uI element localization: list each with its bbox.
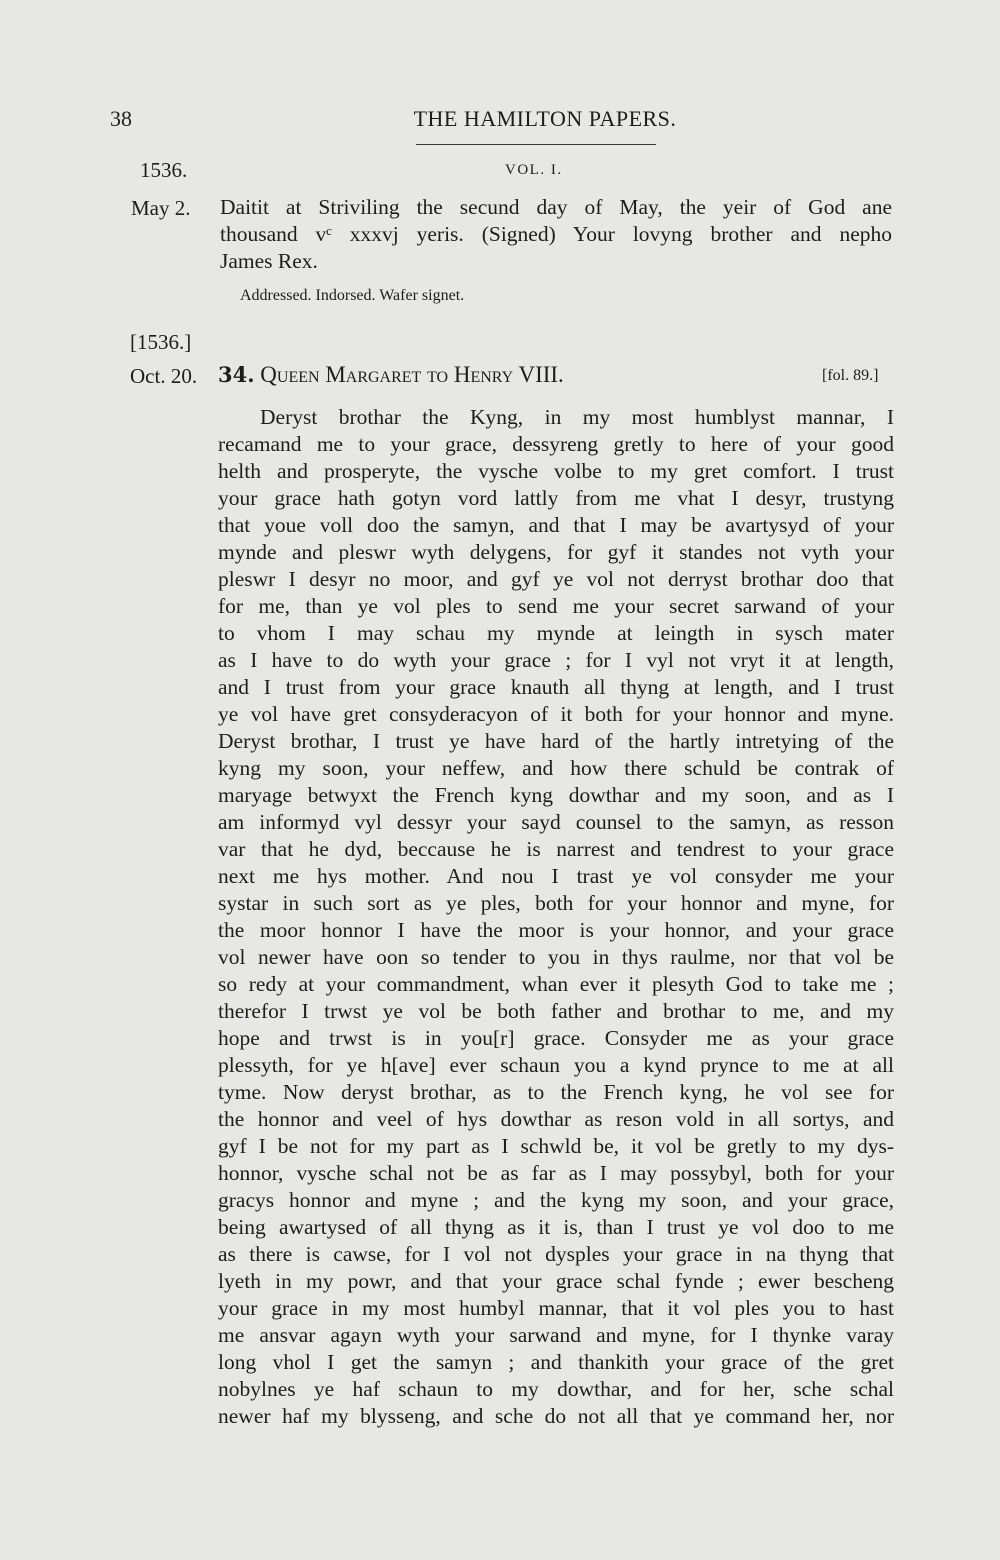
folio-reference: [fol. 89.]	[822, 367, 879, 384]
text-line: plessyth, for ye h[ave] ever schaun you a kynd prynce to me at all	[218, 1053, 894, 1077]
text-line: nobylnes ye haf schaun to my dowthar, and for her, sche schal	[218, 1377, 894, 1401]
text-line: hope and trwst is in you[r] grace. Consyder me as your grace	[218, 1026, 894, 1050]
text-line: helth and prosperyte, the vysche volbe to my gret comfort. I trust	[218, 459, 894, 483]
letter-number: 34.	[218, 362, 255, 387]
header-rule	[416, 144, 656, 145]
endorsement-note: Addressed. Indorsed. Wafer signet.	[240, 287, 465, 304]
running-title: THE HAMILTON PAPERS.	[413, 106, 677, 131]
text-line: your grace in my most humbyl mannar, that it vol ples you to hast	[218, 1296, 894, 1320]
text-line: and I trust from your grace knauth all thyng at length, and I trust	[218, 675, 894, 699]
text-line: me ansvar agayn wyth your sarwand and myne, for I thynke varay	[218, 1323, 894, 1347]
text-line: next me hys mother. And nou I trast ye vol consyder me your	[218, 864, 894, 888]
text-line: to vhom I may schau my mynde at leingth in sysch mater	[218, 621, 894, 645]
previous-entry-text	[220, 194, 892, 275]
text-line: Deryst brothar, I trust ye have hard of the hartly intretying of the	[218, 729, 894, 753]
text-line: therefor I trwst ye vol be both father and brothar to me, and my	[218, 999, 894, 1023]
text-line: the moor honnor I have the moor is your honnor, and your grace	[218, 918, 894, 942]
text-line: James Rex.	[220, 249, 318, 273]
text-line: mynde and pleswr wyth delygens, for gyf it standes not vyth your	[218, 540, 894, 564]
text-line: so redy at your commandment, whan ever it plesyth God to take me ;	[218, 972, 894, 996]
text-line: as I have to do wyth your grace ; for I vyl not vryt it at length,	[218, 648, 894, 672]
text-line: as there is cawse, for I vol not dysples your grace in na thyng that	[218, 1242, 894, 1266]
text-line: recamand me to your grace, dessyreng gretly to here of your good	[218, 432, 894, 456]
text-line: lyeth in my powr, and that your grace schal fynde ; ewer bescheng	[218, 1269, 894, 1293]
text-line: var that he dyd, beccause he is narrest and tendrest to your grace	[218, 837, 894, 861]
text-line: Deryst brothar the Kyng, in my most humblyst mannar, I	[260, 405, 894, 429]
letter-body	[218, 404, 894, 1430]
margin-year-bracket: [1536.]	[130, 330, 192, 354]
text-line: tyme. Now deryst brothar, as to the French kyng, he vol see for	[218, 1080, 894, 1104]
letter-title: Queen Margaret to Henry VIII.	[260, 362, 564, 387]
text-line: maryage betwyxt the French kyng dowthar and my soon, and as I	[218, 783, 894, 807]
text-line: thousand vᶜ xxxvj yeris. (Signed) Your lovyng brother and nepho	[220, 222, 892, 246]
text-line: being awartysed of all thyng as it is, than I trust ye vol doo to me	[218, 1215, 894, 1239]
text-line: long vhol I get the samyn ; and thankith your grace of the gret	[218, 1350, 894, 1374]
text-line: for me, than ye vol ples to send me your secret sarwand of your	[218, 594, 894, 618]
text-line: honnor, vysche schal not be as far as I may possybyl, both for your	[218, 1161, 894, 1185]
text-line: gracys honnor and myne ; and the kyng my soon, and your grace,	[218, 1188, 894, 1212]
text-line: vol newer have oon so tender to you in thys raulme, nor that vol be	[218, 945, 894, 969]
margin-date: Oct. 20.	[130, 364, 198, 388]
text-line: Daitit at Striviling the secund day of May, the yeir of God ane	[220, 195, 892, 219]
text-line: systar in such sort as ye ples, both for your honnor and myne, for	[218, 891, 894, 915]
text-line: gyf I be not for my part as I schwld be, it vol be gretly to my dys-	[218, 1134, 894, 1158]
text-line: your grace hath gotyn vord lattly from me vhat I desyr, trustyng	[218, 486, 894, 510]
letter-heading	[218, 362, 564, 388]
margin-year: 1536.	[140, 158, 188, 182]
margin-date-prev: May 2.	[131, 196, 191, 220]
text-line: kyng my soon, your neffew, and how there schuld be contrak of	[218, 756, 894, 780]
text-line: that youe voll doo the samyn, and that I may be avartysyd of your	[218, 513, 894, 537]
volume-label: VOL. I.	[505, 162, 563, 178]
text-line: am informyd vyl dessyr your sayd counsel to the samyn, as resson	[218, 810, 894, 834]
text-line: newer haf my blysseng, and sche do not all that ye command her, nor	[218, 1404, 894, 1428]
text-line: the honnor and veel of hys dowthar as reson vold in all sortys, and	[218, 1107, 894, 1131]
page-number: 38	[110, 106, 132, 131]
text-line: pleswr I desyr no moor, and gyf ye vol not derryst brothar doo that	[218, 567, 894, 591]
text-line: ye vol have gret consyderacyon of it both for your honnor and myne.	[218, 702, 894, 726]
